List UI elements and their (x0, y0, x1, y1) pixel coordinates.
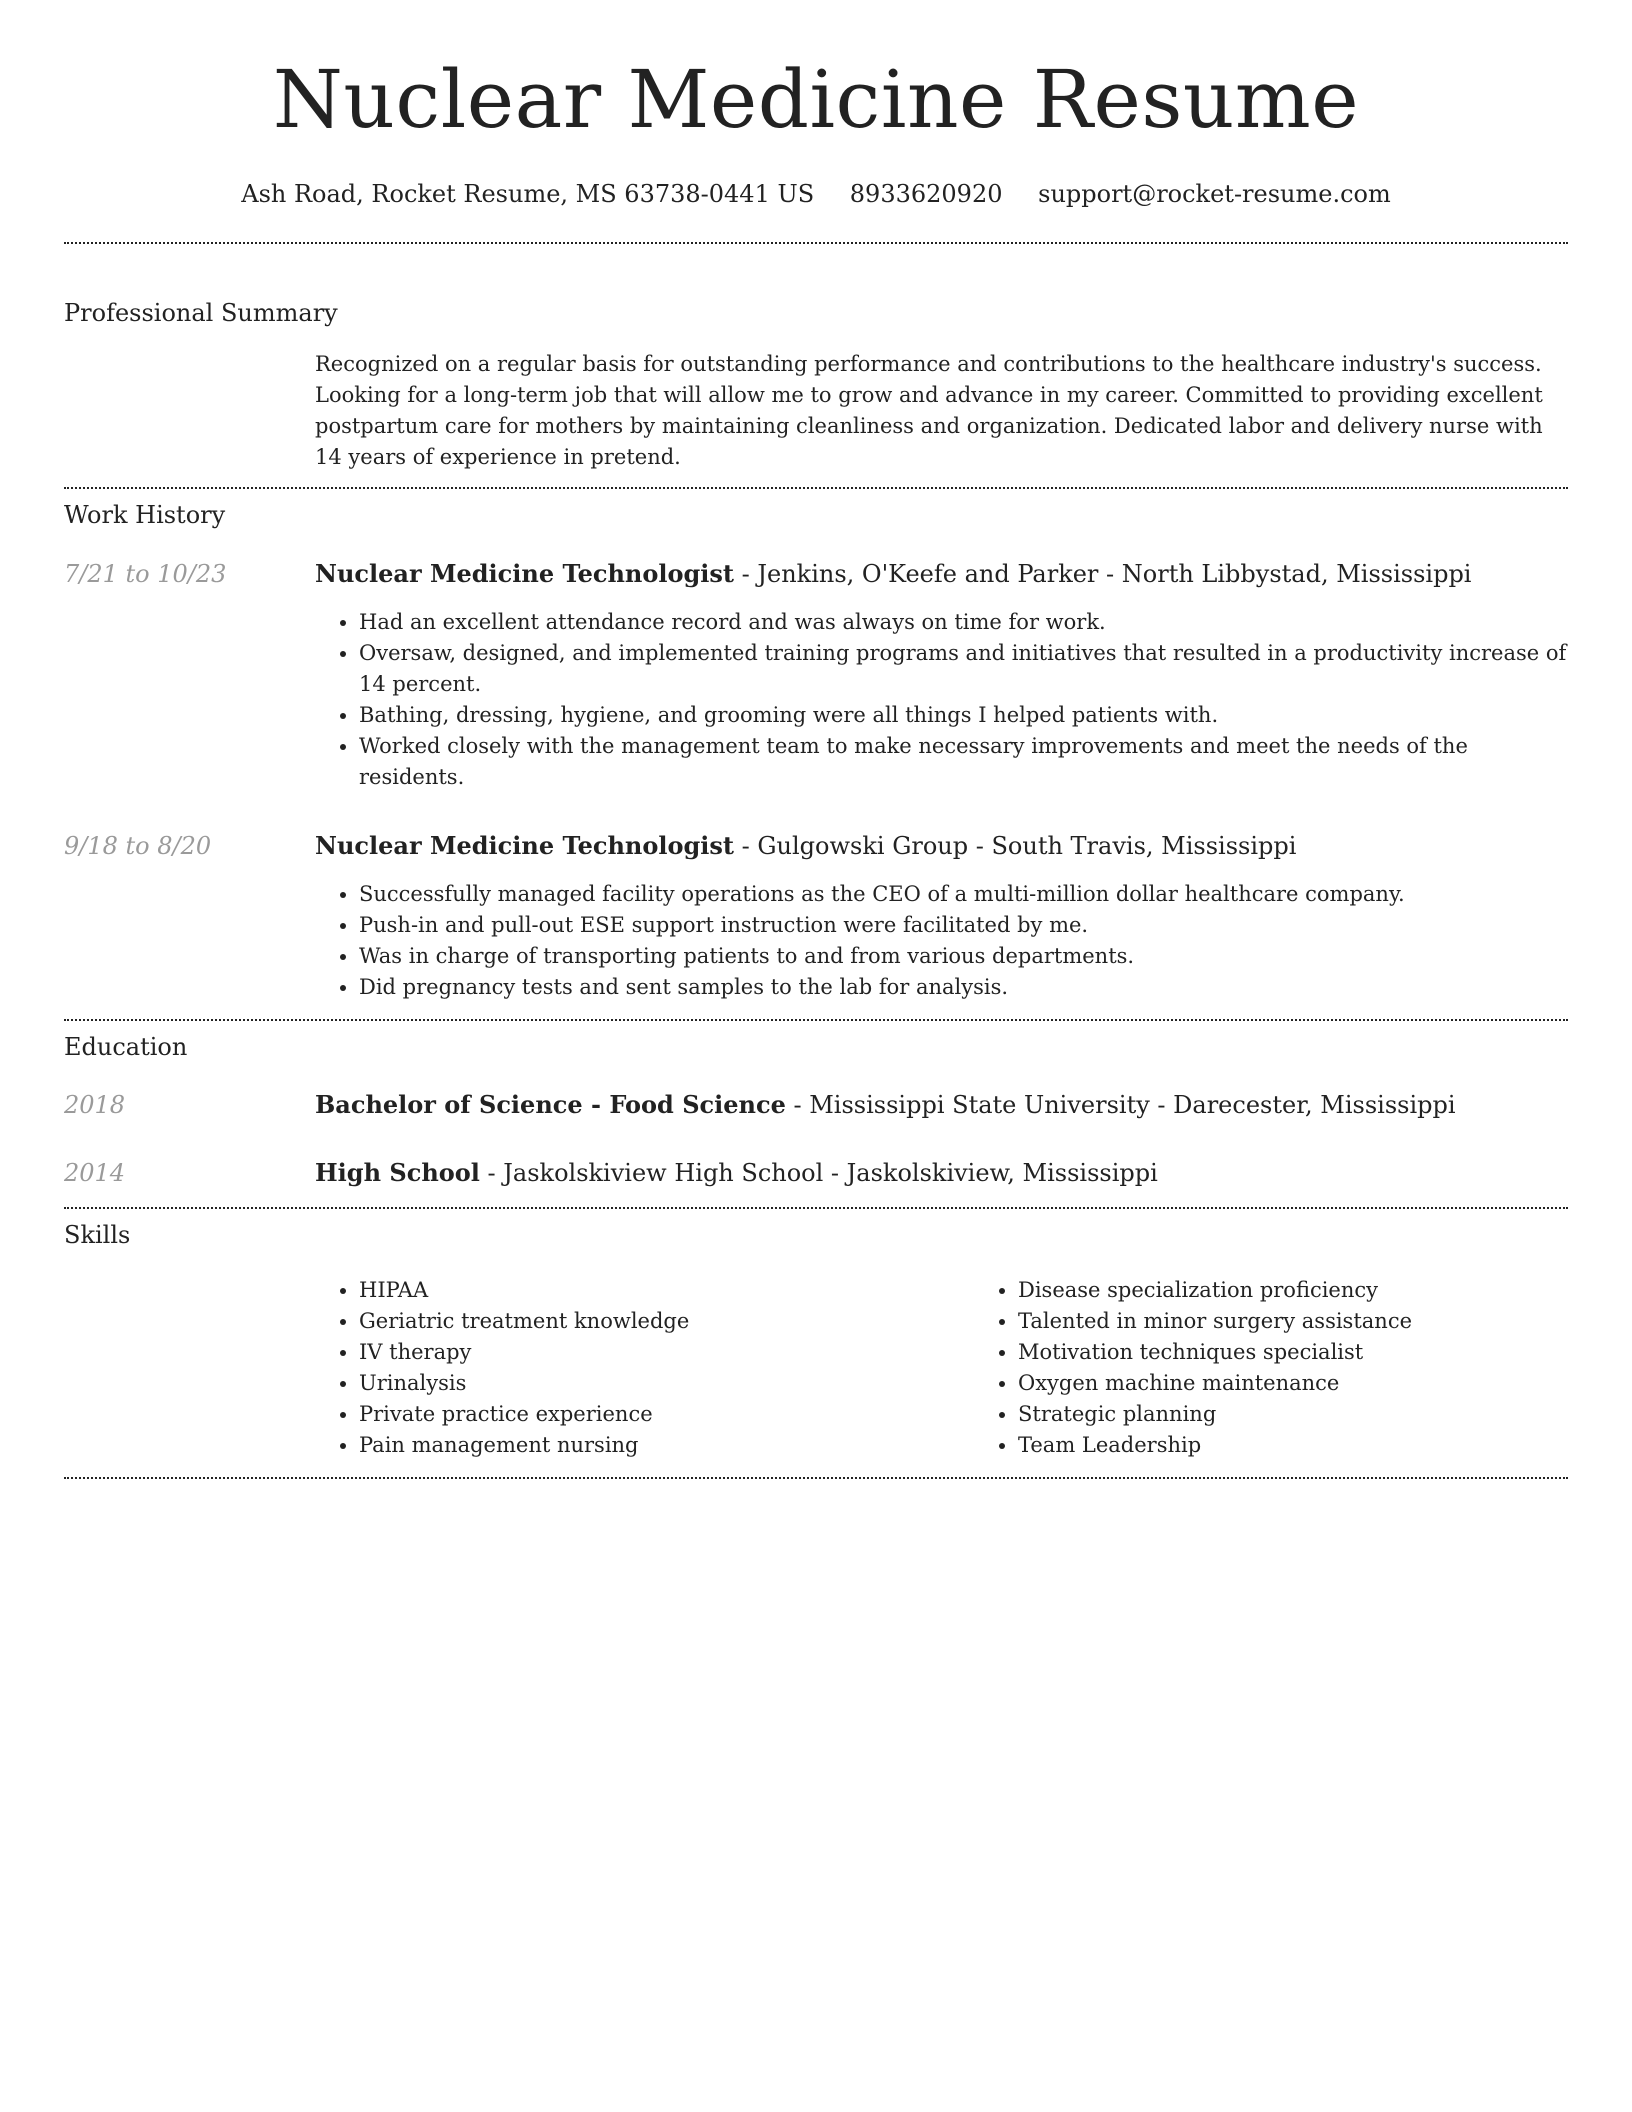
education-entry (64, 1157, 1568, 1189)
job-details: - Gulgowski Group - South Travis, Mississippi (734, 832, 1297, 860)
skill-item: • Team Leadership (1018, 1430, 1632, 1461)
education-entry (64, 1089, 1568, 1121)
education-title (315, 1089, 1568, 1121)
education-year: 2018 (64, 1091, 126, 1119)
list-item: • Bathing, dressing, hygiene, and grooming were all things I helped patients with. (359, 700, 1568, 731)
resume-title: Nuclear Medicine Resume (272, 53, 1360, 146)
list-item: • Successfully managed facility operations as the CEO of a multi-million dollar healthcare company. (359, 879, 1568, 910)
skill-item: • HIPAA (359, 1275, 974, 1306)
job-entry (64, 558, 1568, 793)
skill-item: • Pain management nursing (359, 1430, 974, 1461)
divider (64, 1477, 1568, 1479)
skill-item: • Geriatric treatment knowledge (359, 1306, 974, 1337)
skill-item: • Private practice experience (359, 1399, 974, 1430)
summary-heading: Professional Summary (64, 299, 338, 327)
job-entry (64, 830, 1568, 1003)
divider (64, 242, 1568, 244)
skill-item: • Oxygen machine maintenance (1018, 1368, 1632, 1399)
skill-item: • Disease specialization proficiency (1018, 1275, 1632, 1306)
education-section (64, 1031, 1568, 1189)
divider (64, 1207, 1568, 1209)
job-dates: 7/21 to 10/23 (64, 560, 227, 588)
job-role: Nuclear Medicine Technologist (315, 831, 734, 860)
education-year: 2014 (64, 1159, 126, 1187)
education-details: - Jaskolskiview High School - Jaskolskiview, Mississippi (479, 1159, 1158, 1187)
contact-address: Ash Road, Rocket Resume, MS 63738-0441 US (241, 180, 815, 208)
skills-list-left (315, 1275, 974, 1461)
education-title (315, 1157, 1568, 1189)
skills-heading: Skills (64, 1221, 131, 1249)
job-duties (315, 879, 1568, 1003)
summary-section (64, 297, 1568, 473)
contact-phone: 8933620920 (849, 180, 1003, 208)
summary-text: Recognized on a regular basis for outstanding performance and contributions to the healthcare industry's success. Looking for a long-term job that will allow me to grow and advance in my career. Committed to providing excellent postpartum care for mothers by maintaining cleanliness and organization. Dedicated labor and delivery nurse with 14 years of experience in pretend. (315, 352, 1543, 469)
skills-section (64, 1219, 1568, 1461)
work-history-section (64, 499, 1568, 1003)
education-heading: Education (64, 1033, 188, 1061)
skills-list-right (974, 1275, 1632, 1461)
list-item: • Was in charge of transporting patients to and from various departments. (359, 941, 1568, 972)
list-item: • Worked closely with the management team to make necessary improvements and meet the needs of the residents. (359, 731, 1568, 793)
education-degree: Bachelor of Science - Food Science (315, 1090, 786, 1119)
job-title (315, 830, 1568, 862)
job-duties (315, 607, 1568, 793)
divider (64, 487, 1568, 489)
job-title (315, 558, 1568, 590)
list-item: • Did pregnancy tests and sent samples to the lab for analysis. (359, 972, 1568, 1003)
contact-line (64, 178, 1568, 210)
education-details: - Mississippi State University - Darecester, Mississippi (785, 1091, 1456, 1119)
contact-email: support@rocket-resume.com (1038, 180, 1391, 208)
skill-item: • IV therapy (359, 1337, 974, 1368)
job-dates: 9/18 to 8/20 (64, 832, 212, 860)
skill-item: • Motivation techniques specialist (1018, 1337, 1632, 1368)
skill-item: • Urinalysis (359, 1368, 974, 1399)
list-item: • Push-in and pull-out ESE support instruction were facilitated by me. (359, 910, 1568, 941)
skill-item: • Strategic planning (1018, 1399, 1632, 1430)
job-details: - Jenkins, O'Keefe and Parker - North Libbystad, Mississippi (734, 560, 1472, 588)
divider (64, 1019, 1568, 1021)
list-item: • Had an excellent attendance record and was always on time for work. (359, 607, 1568, 638)
education-degree: High School (315, 1158, 480, 1187)
list-item: • Oversaw, designed, and implemented training programs and initiatives that resulted in a productivity increase of 14 percent. (359, 638, 1568, 700)
skill-item: • Talented in minor surgery assistance (1018, 1306, 1632, 1337)
job-role: Nuclear Medicine Technologist (315, 559, 734, 588)
work-history-heading: Work History (64, 501, 226, 529)
